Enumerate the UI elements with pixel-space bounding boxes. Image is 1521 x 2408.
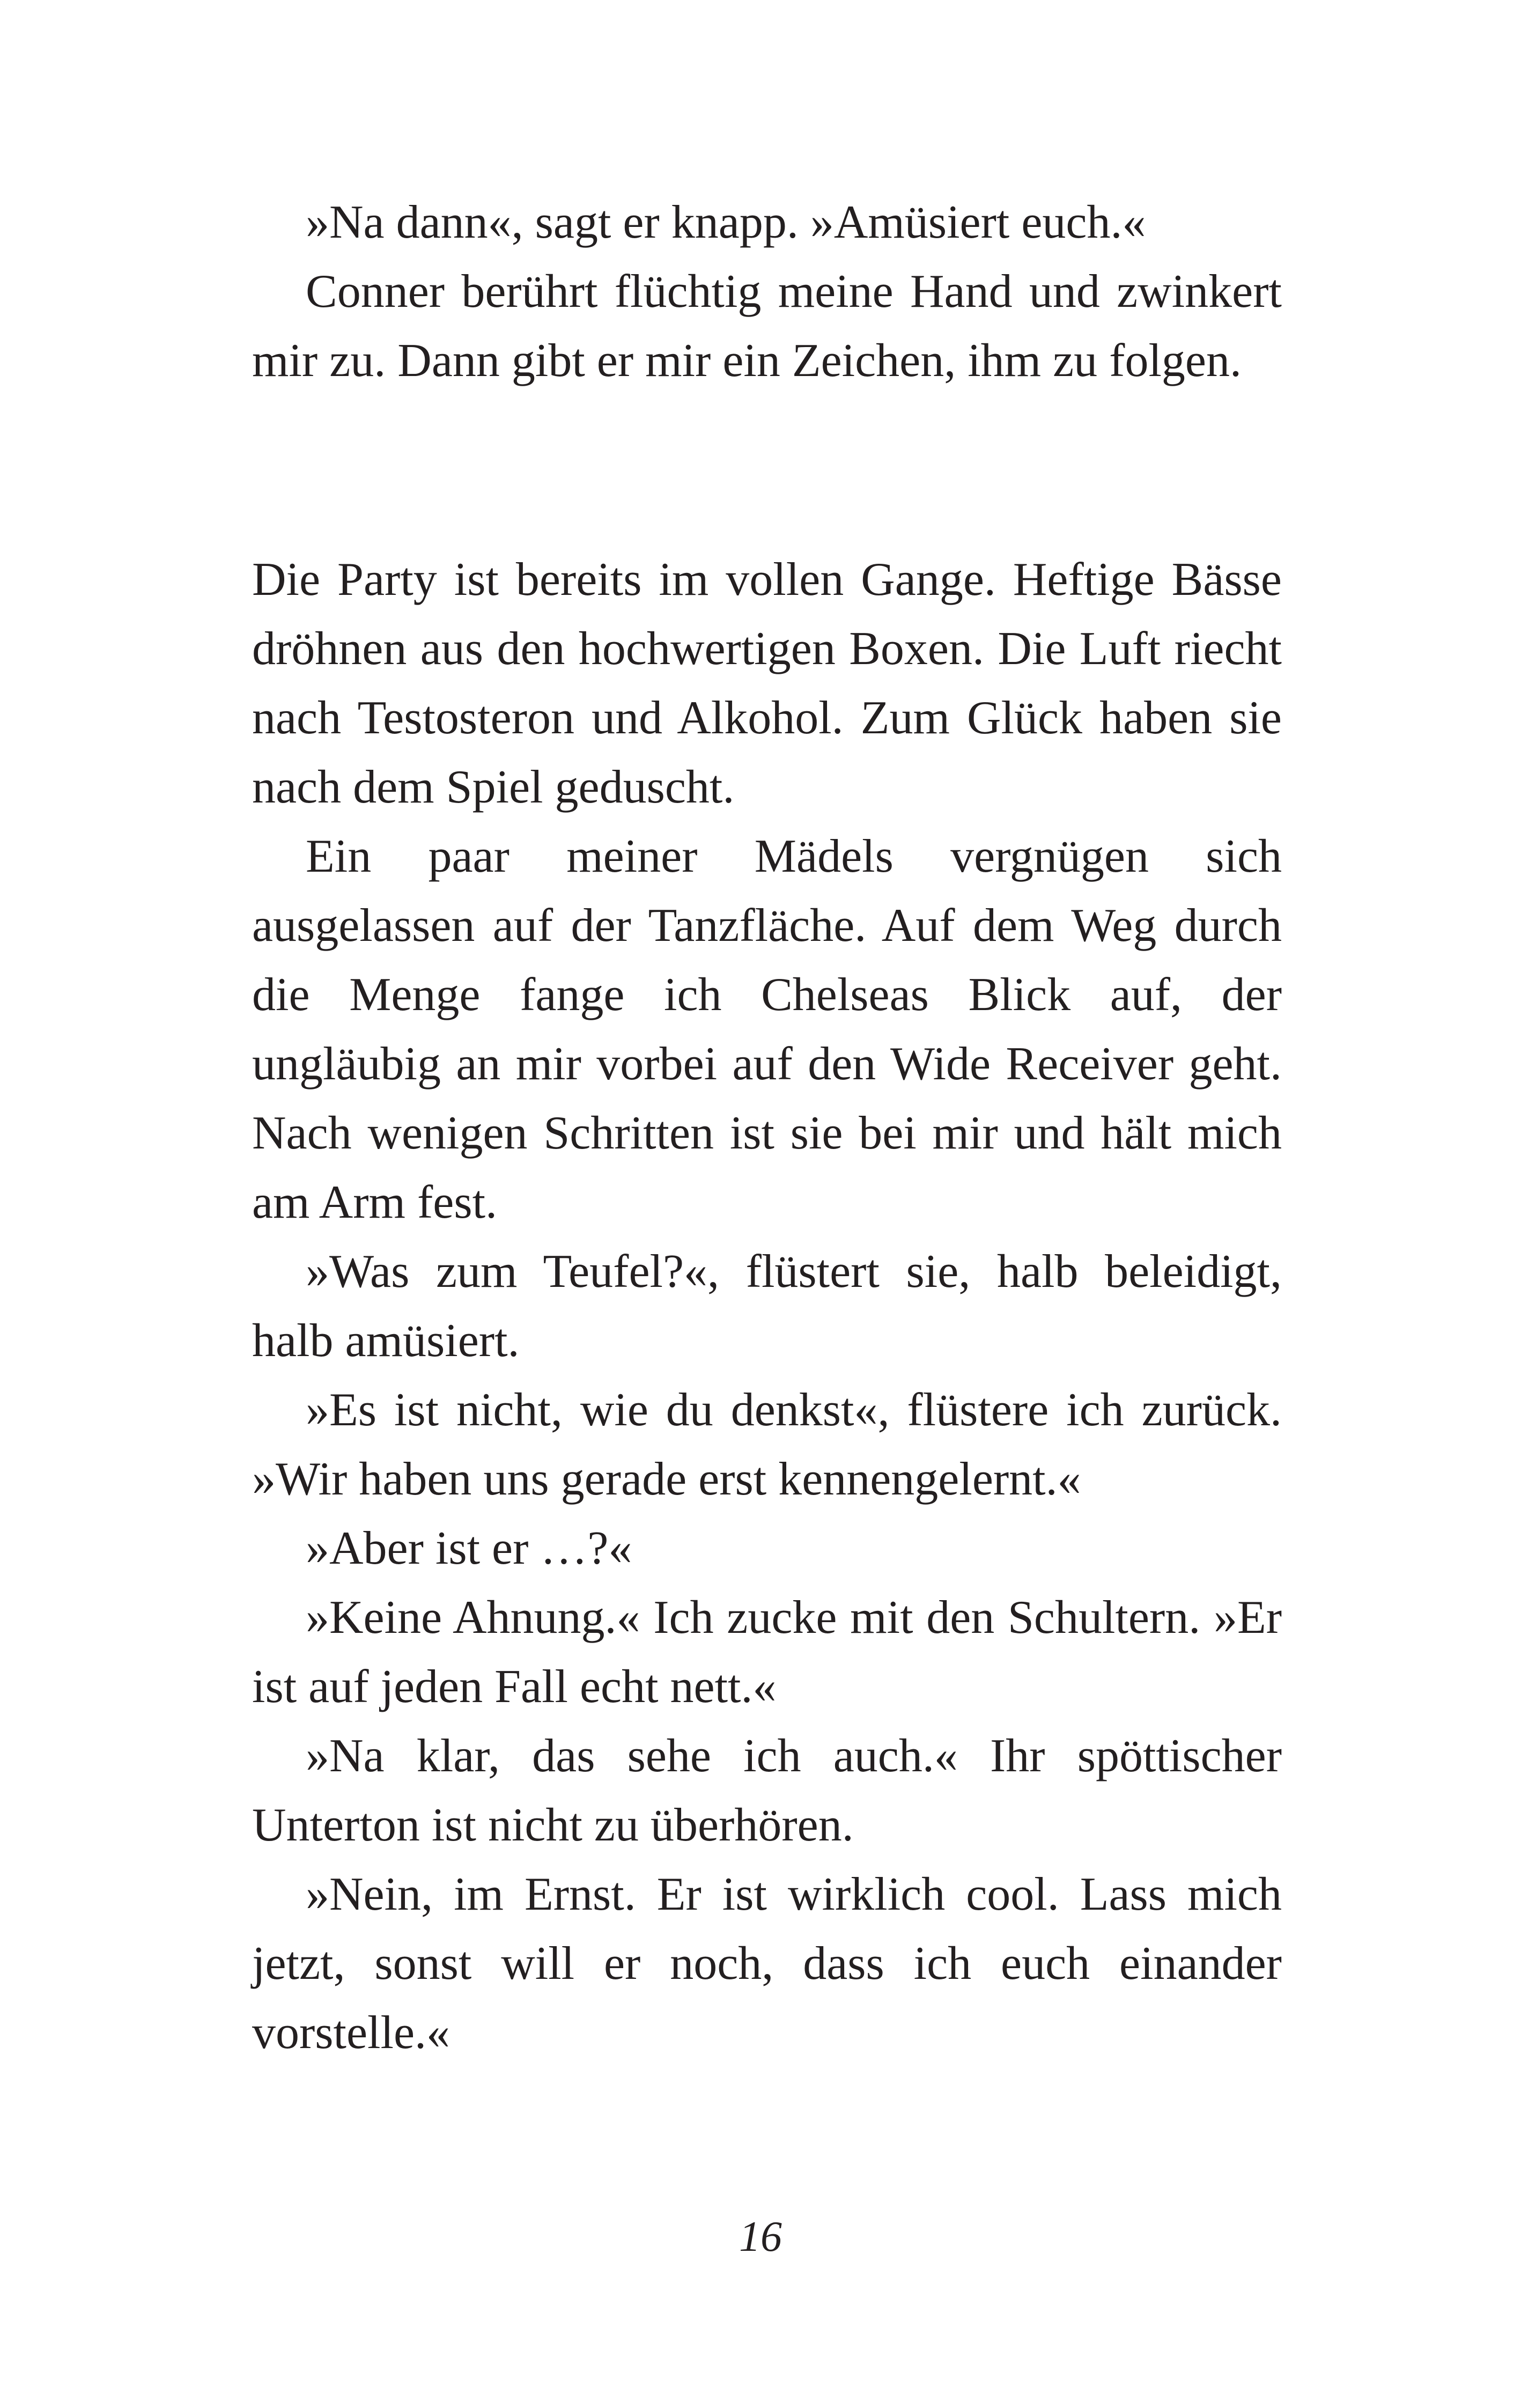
page-number: 16 <box>739 2213 782 2260</box>
paragraph: »Keine Ahnung.« Ich zucke mit den Schultern. »Er ist auf jeden Fall echt nett.« <box>252 1592 1282 1713</box>
paragraph: »Aber ist er …?« <box>306 1522 632 1574</box>
paragraph: Die Party ist bereits im vollen Gange. Heftige Bässe dröhnen aus den hochwertigen Boxen. Die Luft riecht nach Testosteron und Alkohol. Zum Glück haben sie nach dem Spiel geduscht. <box>252 554 1282 813</box>
paragraph: »Es ist nicht, wie du denkst«, flüstere ich zurück. »Wir haben uns gerade erst kennengelernt.« <box>252 1384 1282 1505</box>
paragraph: »Nein, im Ernst. Er ist wirklich cool. Lass mich jetzt, sonst will er noch, dass ich euch einander vorstelle.« <box>252 1868 1282 2059</box>
paragraph: »Na dann«, sagt er knapp. »Amüsiert euch.« <box>306 196 1146 248</box>
paragraph: »Na klar, das sehe ich auch.« Ihr spöttischer Unterton ist nicht zu überhören. <box>252 1730 1282 1851</box>
paragraph: »Was zum Teufel?«, flüstert sie, halb beleidigt, halb amüsiert. <box>252 1246 1282 1367</box>
paragraph: Conner berührt flüchtig meine Hand und zwinkert mir zu. Dann gibt er mir ein Zeichen, ihm zu folgen. <box>252 266 1282 387</box>
paragraph: Ein paar meiner Mädels vergnügen sich ausgelassen auf der Tanzfläche. Auf dem Weg durch die Menge fange ich Chelseas Blick auf, der ungläubig an mir vorbei auf den Wide Receiver geht. Nach wenigen Schritten ist sie bei mir und hält mich am Arm fest. <box>252 830 1282 1228</box>
text-section-2 <box>252 545 1282 2067</box>
text-section-1 <box>252 188 1282 395</box>
